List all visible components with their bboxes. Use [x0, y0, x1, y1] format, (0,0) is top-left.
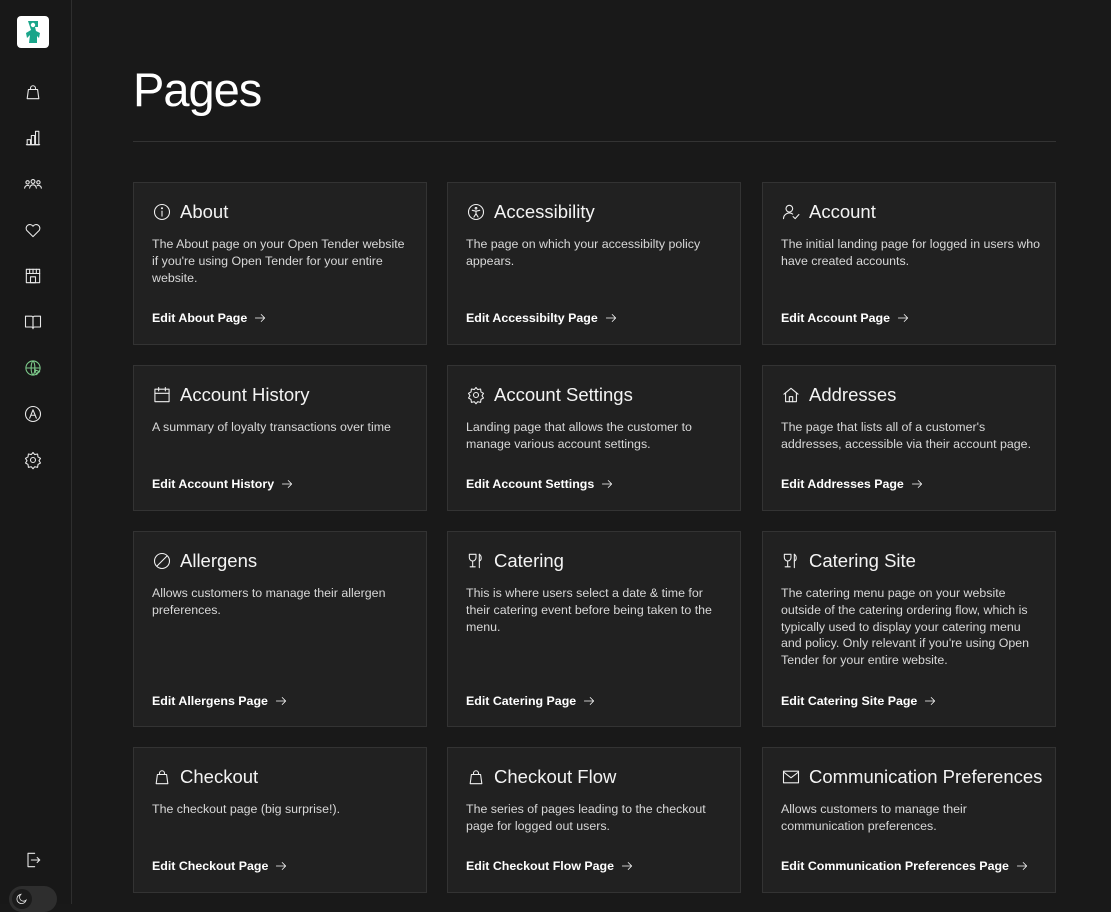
calendar-icon [152, 385, 172, 405]
card-link-label: Edit Catering Page [466, 694, 577, 708]
users-icon [23, 174, 43, 194]
nav-reports[interactable] [22, 127, 44, 149]
edit-addresses-page-link[interactable] [781, 477, 924, 491]
arrow-right-icon [1015, 859, 1029, 873]
card-header [466, 766, 616, 788]
nav-website[interactable] [22, 357, 44, 379]
globe-icon [23, 358, 43, 378]
card-title: Checkout Flow [494, 766, 617, 787]
card-link-label: Edit Account History [152, 477, 275, 491]
user-check-icon [781, 202, 801, 222]
theme-toggle-knob [12, 889, 32, 909]
arrow-right-icon [600, 477, 614, 491]
card-description: This is where users select a date & time for their catering event before being taken to the menu. [466, 586, 712, 634]
card-header [466, 201, 595, 223]
card-link-label: Edit Addresses Page [781, 477, 904, 491]
logout-button[interactable] [22, 849, 44, 871]
page-card-catering [447, 531, 741, 727]
edit-account-settings-link[interactable] [466, 477, 614, 491]
gear-icon [23, 450, 43, 470]
card-title: Account History [180, 384, 310, 405]
page-card-catering-site [762, 531, 1056, 727]
card-title: Accessibility [494, 201, 595, 222]
card-description: The About page on your Open Tender website if you're using Open Tender for your entire website. [152, 237, 405, 285]
page-card-addresses [762, 365, 1056, 511]
page-card-allergens [133, 531, 427, 727]
page-card-account-history [133, 365, 427, 511]
card-link-label: Edit Account Settings [466, 477, 595, 491]
page-card-checkout [133, 747, 427, 893]
card-header [781, 550, 916, 572]
heart-icon [23, 220, 43, 240]
card-description: Landing page that allows the customer to manage various account settings. [466, 420, 692, 451]
card-link-label: Edit Account Page [781, 311, 891, 325]
edit-allergens-page-link[interactable] [152, 694, 288, 708]
accessibility-icon [466, 202, 486, 222]
card-header [152, 550, 257, 572]
app-store-icon [23, 404, 43, 424]
card-link-label: Edit About Page [152, 311, 248, 325]
card-link-label: Edit Communication Preferences Page [781, 859, 1009, 873]
edit-accessibility-page-link[interactable] [466, 311, 618, 325]
card-title: Account Settings [494, 384, 633, 405]
edit-communication-preferences-page-link[interactable] [781, 859, 1029, 873]
arrow-right-icon [274, 859, 288, 873]
card-title: Checkout [180, 766, 259, 787]
card-description: Allows customers to manage their allergen preferences. [152, 586, 386, 617]
card-title: Account [809, 201, 876, 222]
card-link-label: Edit Checkout Flow Page [466, 859, 615, 873]
shopping-bag-icon [23, 82, 43, 102]
edit-catering-page-link[interactable] [466, 694, 596, 708]
card-header [781, 766, 1042, 788]
card-link-label: Edit Allergens Page [152, 694, 268, 708]
arrow-right-icon [274, 694, 288, 708]
store-icon [23, 266, 43, 286]
slash-circle-icon [152, 551, 172, 571]
bar-chart-icon [23, 128, 43, 148]
card-description: The initial landing page for logged in users who have created accounts. [781, 237, 1040, 268]
arrow-right-icon [620, 859, 634, 873]
nav-loyalty[interactable] [22, 219, 44, 241]
title-divider [133, 141, 1056, 142]
nav-menus[interactable] [22, 311, 44, 333]
card-header [152, 766, 258, 788]
card-description: The catering menu page on your website outside of the catering ordering flow, which is typically used to display your catering menu and policy. Only relevant if you're using Open Tender for your entire website. [781, 586, 1030, 668]
nav-apps[interactable] [22, 403, 44, 425]
arrow-right-icon [280, 477, 294, 491]
card-header [781, 201, 876, 223]
card-header [466, 550, 564, 572]
brand-logo[interactable] [17, 16, 49, 48]
theme-toggle[interactable] [9, 886, 57, 912]
nav-orders[interactable] [22, 81, 44, 103]
nav-settings[interactable] [22, 449, 44, 471]
card-title: Allergens [180, 550, 258, 571]
page-card-accessibility [447, 182, 741, 345]
card-header [781, 384, 896, 406]
edit-checkout-flow-page-link[interactable] [466, 859, 634, 873]
card-header [152, 384, 310, 406]
edit-account-history-link[interactable] [152, 477, 294, 491]
card-header [152, 201, 228, 223]
card-description: The checkout page (big surprise!). [152, 802, 341, 816]
page-card-checkout-flow [447, 747, 741, 893]
edit-catering-site-page-link[interactable] [781, 694, 937, 708]
wine-utensils-icon [781, 551, 801, 571]
card-title: Communication Preferences [809, 766, 1043, 787]
book-icon [23, 312, 43, 332]
edit-about-page-link[interactable] [152, 311, 267, 325]
card-title: Addresses [809, 384, 897, 405]
card-link-label: Edit Catering Site Page [781, 694, 918, 708]
arrow-right-icon [253, 311, 267, 325]
card-title: Catering [494, 550, 564, 571]
page-title: Pages [133, 63, 262, 116]
edit-account-page-link[interactable] [781, 311, 910, 325]
page-card-communication-preferences [762, 747, 1056, 893]
card-title: About [180, 201, 229, 222]
nav-customers[interactable] [22, 173, 44, 195]
card-link-label: Edit Checkout Page [152, 859, 269, 873]
card-description: The page on which your accessibilty policy appears. [466, 237, 701, 268]
arrow-right-icon [582, 694, 596, 708]
shopping-bag-icon [466, 767, 486, 787]
home-icon [781, 385, 801, 405]
card-description: The page that lists all of a customer's addresses, accessible via their account page. [781, 420, 1032, 451]
page-card-about [133, 182, 427, 345]
card-link-label: Edit Accessibilty Page [466, 311, 598, 325]
card-description: The series of pages leading to the checkout page for logged out users. [466, 802, 706, 833]
card-description: A summary of loyalty transactions over time [152, 420, 391, 434]
shopping-bag-icon [152, 767, 172, 787]
arrow-right-icon [604, 311, 618, 325]
arrow-right-icon [896, 311, 910, 325]
page-card-account [762, 182, 1056, 345]
arrow-right-icon [923, 694, 937, 708]
info-icon [152, 202, 172, 222]
mail-icon [781, 767, 801, 787]
card-title: Catering Site [809, 550, 916, 571]
page-card-account-settings [447, 365, 741, 511]
logout-icon [23, 850, 43, 870]
arrow-right-icon [910, 477, 924, 491]
nav-stores[interactable] [22, 265, 44, 287]
card-description: Allows customers to manage their communication preferences. [781, 802, 967, 833]
gear-icon [466, 385, 486, 405]
logo-icon [21, 19, 45, 45]
wine-utensils-icon [466, 551, 486, 571]
sidebar [0, 0, 72, 904]
card-header [466, 384, 633, 406]
edit-checkout-page-link[interactable] [152, 859, 288, 873]
